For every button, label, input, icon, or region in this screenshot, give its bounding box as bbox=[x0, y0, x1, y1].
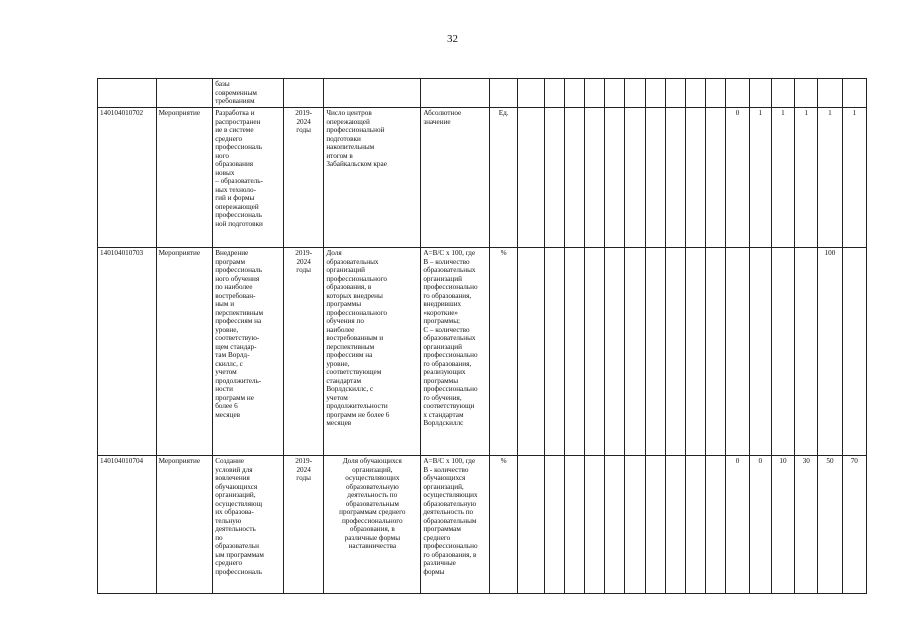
value-cell bbox=[605, 248, 625, 456]
calculation-method-cell: Абсолютное значение bbox=[421, 108, 490, 248]
value-cell bbox=[706, 248, 726, 456]
value-cell bbox=[665, 79, 685, 108]
value-cell bbox=[625, 79, 645, 108]
value-cell bbox=[795, 248, 818, 456]
value-cell bbox=[544, 248, 564, 456]
value-cell bbox=[686, 248, 706, 456]
indicator-name-cell: Доля обучающихся организаций, осуществляющих образовательную деятельность по образовательным программам среднего профессионального образования, в различные формы наставничества bbox=[324, 456, 421, 594]
measure-type-cell: Мероприятие bbox=[156, 108, 213, 248]
indicator-name-cell bbox=[324, 79, 421, 108]
measure-code-cell: 140104010704 bbox=[98, 456, 157, 594]
value-cell: 1 bbox=[842, 108, 866, 248]
calculation-method-cell: А=В/С х 100, где В – количество образовательных организаций профессионально го образования, внедривших «короткие» программы; С – количество образовательных организаций профессионально го образования, реализующих программы профессионально го обучения, соответствующи х стандартам Ворлдскиллс bbox=[421, 248, 490, 456]
measure-type-cell: Мероприятие bbox=[156, 248, 213, 456]
value-cell bbox=[818, 79, 842, 108]
value-cell bbox=[686, 108, 706, 248]
measure-code-cell: 140104010703 bbox=[98, 248, 157, 456]
measure-period-cell: 2019- 2024 годы bbox=[283, 248, 323, 456]
calculation-method-cell bbox=[421, 79, 490, 108]
value-cell bbox=[518, 456, 544, 594]
value-cell: 30 bbox=[795, 456, 818, 594]
value-cell bbox=[564, 248, 584, 456]
page-number: 32 bbox=[447, 33, 458, 45]
value-cell bbox=[605, 108, 625, 248]
value-cell: 1 bbox=[795, 108, 818, 248]
value-cell bbox=[584, 456, 604, 594]
value-cell: 1 bbox=[771, 108, 794, 248]
value-cell bbox=[584, 248, 604, 456]
value-cell bbox=[645, 108, 665, 248]
value-cell bbox=[625, 108, 645, 248]
value-cell bbox=[749, 248, 771, 456]
value-cell: 100 bbox=[818, 248, 842, 456]
value-cell: 50 bbox=[818, 456, 842, 594]
value-cell bbox=[518, 108, 544, 248]
value-cell bbox=[625, 248, 645, 456]
value-cell bbox=[518, 248, 544, 456]
value-cell bbox=[771, 79, 794, 108]
indicator-name-cell: Число центров опережающей профессиональной подготовки накопительным итогом в Забайкальском крае bbox=[324, 108, 421, 248]
value-cell bbox=[564, 108, 584, 248]
value-cell: 0 bbox=[749, 456, 771, 594]
unit-cell: % bbox=[490, 456, 518, 594]
value-cell bbox=[584, 79, 604, 108]
measure-name-cell: Внедрение программ профессиональ ного обучения по наиболее востребован- ным и перспективным профессиям на уровне, соответствую- щем стандар- там Ворлд- скиллс, с учетом продолжитель- ности программ не более 6 месяцев bbox=[213, 248, 284, 456]
value-cell: 70 bbox=[842, 456, 866, 594]
value-cell bbox=[544, 456, 564, 594]
value-cell bbox=[645, 456, 665, 594]
value-cell bbox=[686, 79, 706, 108]
value-cell bbox=[726, 79, 749, 108]
value-cell bbox=[605, 456, 625, 594]
value-cell bbox=[795, 79, 818, 108]
value-cell bbox=[726, 248, 749, 456]
value-cell bbox=[686, 456, 706, 594]
measure-period-cell: 2019- 2024 годы bbox=[283, 456, 323, 594]
table-row bbox=[98, 79, 867, 108]
value-cell bbox=[706, 79, 726, 108]
indicator-name-cell: Доля образовательных организаций профессионального образования, в которых внедрены программы профессионального обучения по наиболее востребованным и перспективным профессиям на уровне, соответствующем стандартам Ворлдскиллс, с учетом продолжительности программ не более 6 месяцев bbox=[324, 248, 421, 456]
value-cell bbox=[645, 248, 665, 456]
value-cell: 0 bbox=[726, 108, 749, 248]
value-cell bbox=[625, 456, 645, 594]
value-cell bbox=[665, 248, 685, 456]
value-cell bbox=[584, 108, 604, 248]
unit-cell: % bbox=[490, 248, 518, 456]
value-cell bbox=[605, 79, 625, 108]
value-cell bbox=[665, 456, 685, 594]
measure-name-cell: Разработка и распространен ие в системе среднего профессиональ ного образования новых – образователь- ных техноло- гий и формы опережающей профессиональ ной подготовки bbox=[213, 108, 284, 248]
table-row bbox=[98, 108, 867, 248]
value-cell bbox=[749, 79, 771, 108]
measure-type-cell: Мероприятие bbox=[156, 456, 213, 594]
value-cell bbox=[518, 79, 544, 108]
value-cell bbox=[564, 456, 584, 594]
value-cell bbox=[665, 108, 685, 248]
table-row bbox=[98, 456, 867, 594]
unit-cell bbox=[490, 79, 518, 108]
value-cell bbox=[842, 79, 866, 108]
measure-period-cell: 2019- 2024 годы bbox=[283, 108, 323, 248]
value-cell: 10 bbox=[771, 456, 794, 594]
measure-name-cell: базы современным требованиям bbox=[213, 79, 284, 108]
measures-table bbox=[97, 78, 867, 594]
value-cell bbox=[842, 248, 866, 456]
value-cell: 1 bbox=[818, 108, 842, 248]
value-cell bbox=[544, 108, 564, 248]
value-cell: 0 bbox=[726, 456, 749, 594]
value-cell bbox=[706, 108, 726, 248]
unit-cell: Ед. bbox=[490, 108, 518, 248]
value-cell bbox=[706, 456, 726, 594]
value-cell: 1 bbox=[749, 108, 771, 248]
table-row bbox=[98, 248, 867, 456]
measure-code-cell bbox=[98, 79, 157, 108]
value-cell bbox=[564, 79, 584, 108]
calculation-method-cell: А=В/С х 100, где В - количество обучающихся организаций, осуществляющих образовательную деятельность по образовательным программам среднего профессионально го образования, в различные формы bbox=[421, 456, 490, 594]
measure-name-cell: Создание условий для вовлечения обучающихся организаций, осуществляющ их образова- тельную деятельность по образовательн ым программам среднего профессиональ bbox=[213, 456, 284, 594]
measure-period-cell bbox=[283, 79, 323, 108]
value-cell bbox=[645, 79, 665, 108]
value-cell bbox=[771, 248, 794, 456]
value-cell bbox=[544, 79, 564, 108]
measure-type-cell bbox=[156, 79, 213, 108]
measure-code-cell: 140104010702 bbox=[98, 108, 157, 248]
